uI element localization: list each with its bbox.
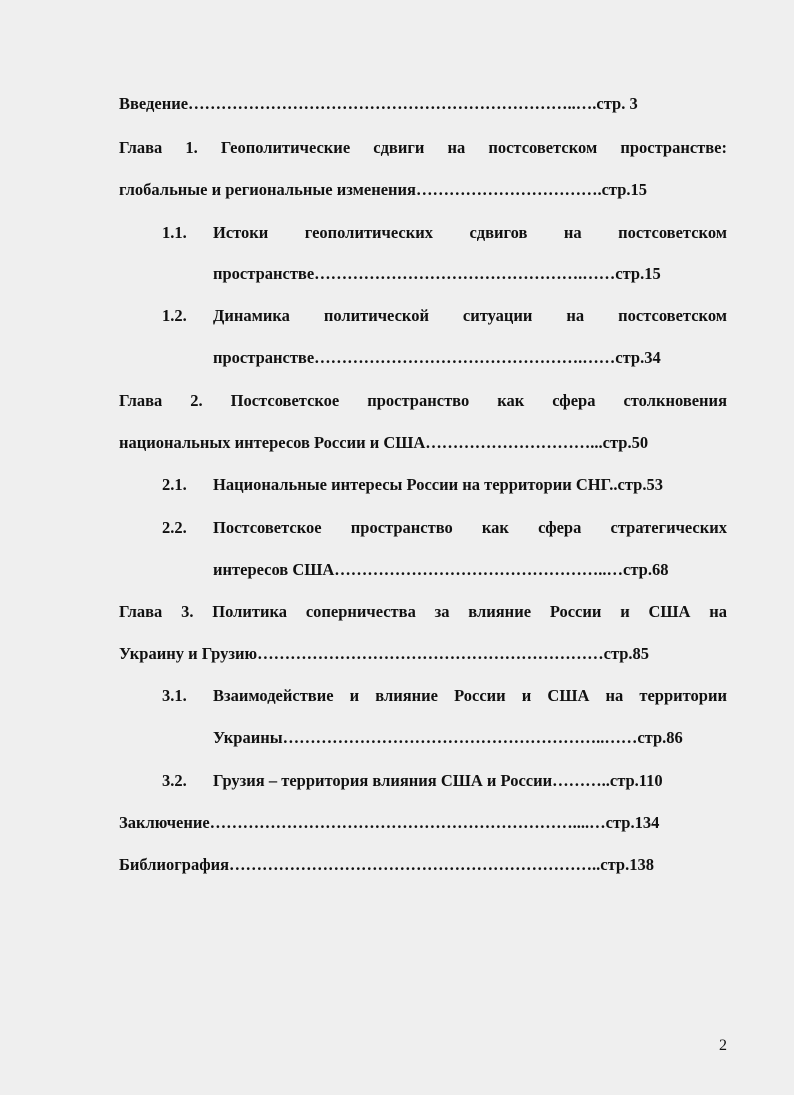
toc-section-3-1-number: 3.1. [162, 686, 187, 705]
toc-section-1-1-number: 1.1. [162, 223, 187, 242]
toc-intro: Введение……………………………………………………………..….стр. 3 [119, 94, 638, 113]
toc-section-1-2: Динамика политической ситуации на постсоветском [213, 306, 727, 325]
toc-section-3-1: Взаимодействие и влияние России и США на территории [213, 686, 727, 705]
toc-section-1-1: Истоки геополитических сдвигов на постсоветском [213, 223, 727, 242]
toc-section-2-1-number: 2.1. [162, 475, 187, 494]
toc-section-1-1-cont: пространстве………………………………………….……стр.15 [213, 264, 661, 283]
toc-chapter-1-title-cont: глобальные и региональные изменения…………………………….стр.15 [119, 180, 648, 199]
toc-section-2-2-number: 2.2. [162, 518, 187, 537]
toc-section-2-2: Постсоветское пространство как сфера стратегических [213, 518, 727, 537]
toc-chapter-2-title: Глава 2. Постсоветское пространство как сфера столкновения [119, 391, 727, 410]
toc-section-3-1-cont: Украины…………………………………………………..……стр.86 [213, 728, 683, 747]
toc-section-2-2-cont: интересов США…………………………………………..…стр.68 [213, 560, 669, 579]
toc-chapter-3-title: Глава 3. Политика соперничества за влияние России и США на [119, 602, 727, 621]
toc-section-3-2-number: 3.2. [162, 771, 187, 790]
toc-bibliography: Библиография…………………………………………………………..стр.138 [119, 855, 654, 874]
toc-section-3-2: Грузия – территория влияния США и России………..стр.110 [213, 771, 663, 790]
toc-chapter-1-title: Глава 1. Геополитические сдвиги на постсоветском пространстве: [119, 138, 727, 157]
toc-conclusion: Заключение…………………………………………………………....…стр.134 [119, 813, 660, 832]
toc-chapter-3-title-cont: Украину и Грузию………………………………………………………стр.85 [119, 644, 650, 663]
toc-chapter-2-title-cont: национальных интересов России и США…………………………...стр.50 [119, 433, 649, 452]
toc-section-1-2-cont: пространстве………………………………………….……стр.34 [213, 348, 661, 367]
page-number: 2 [719, 1037, 727, 1054]
toc-section-2-1: Национальные интересы России на территории СНГ..стр.53 [213, 475, 663, 494]
toc-section-1-2-number: 1.2. [162, 306, 187, 325]
